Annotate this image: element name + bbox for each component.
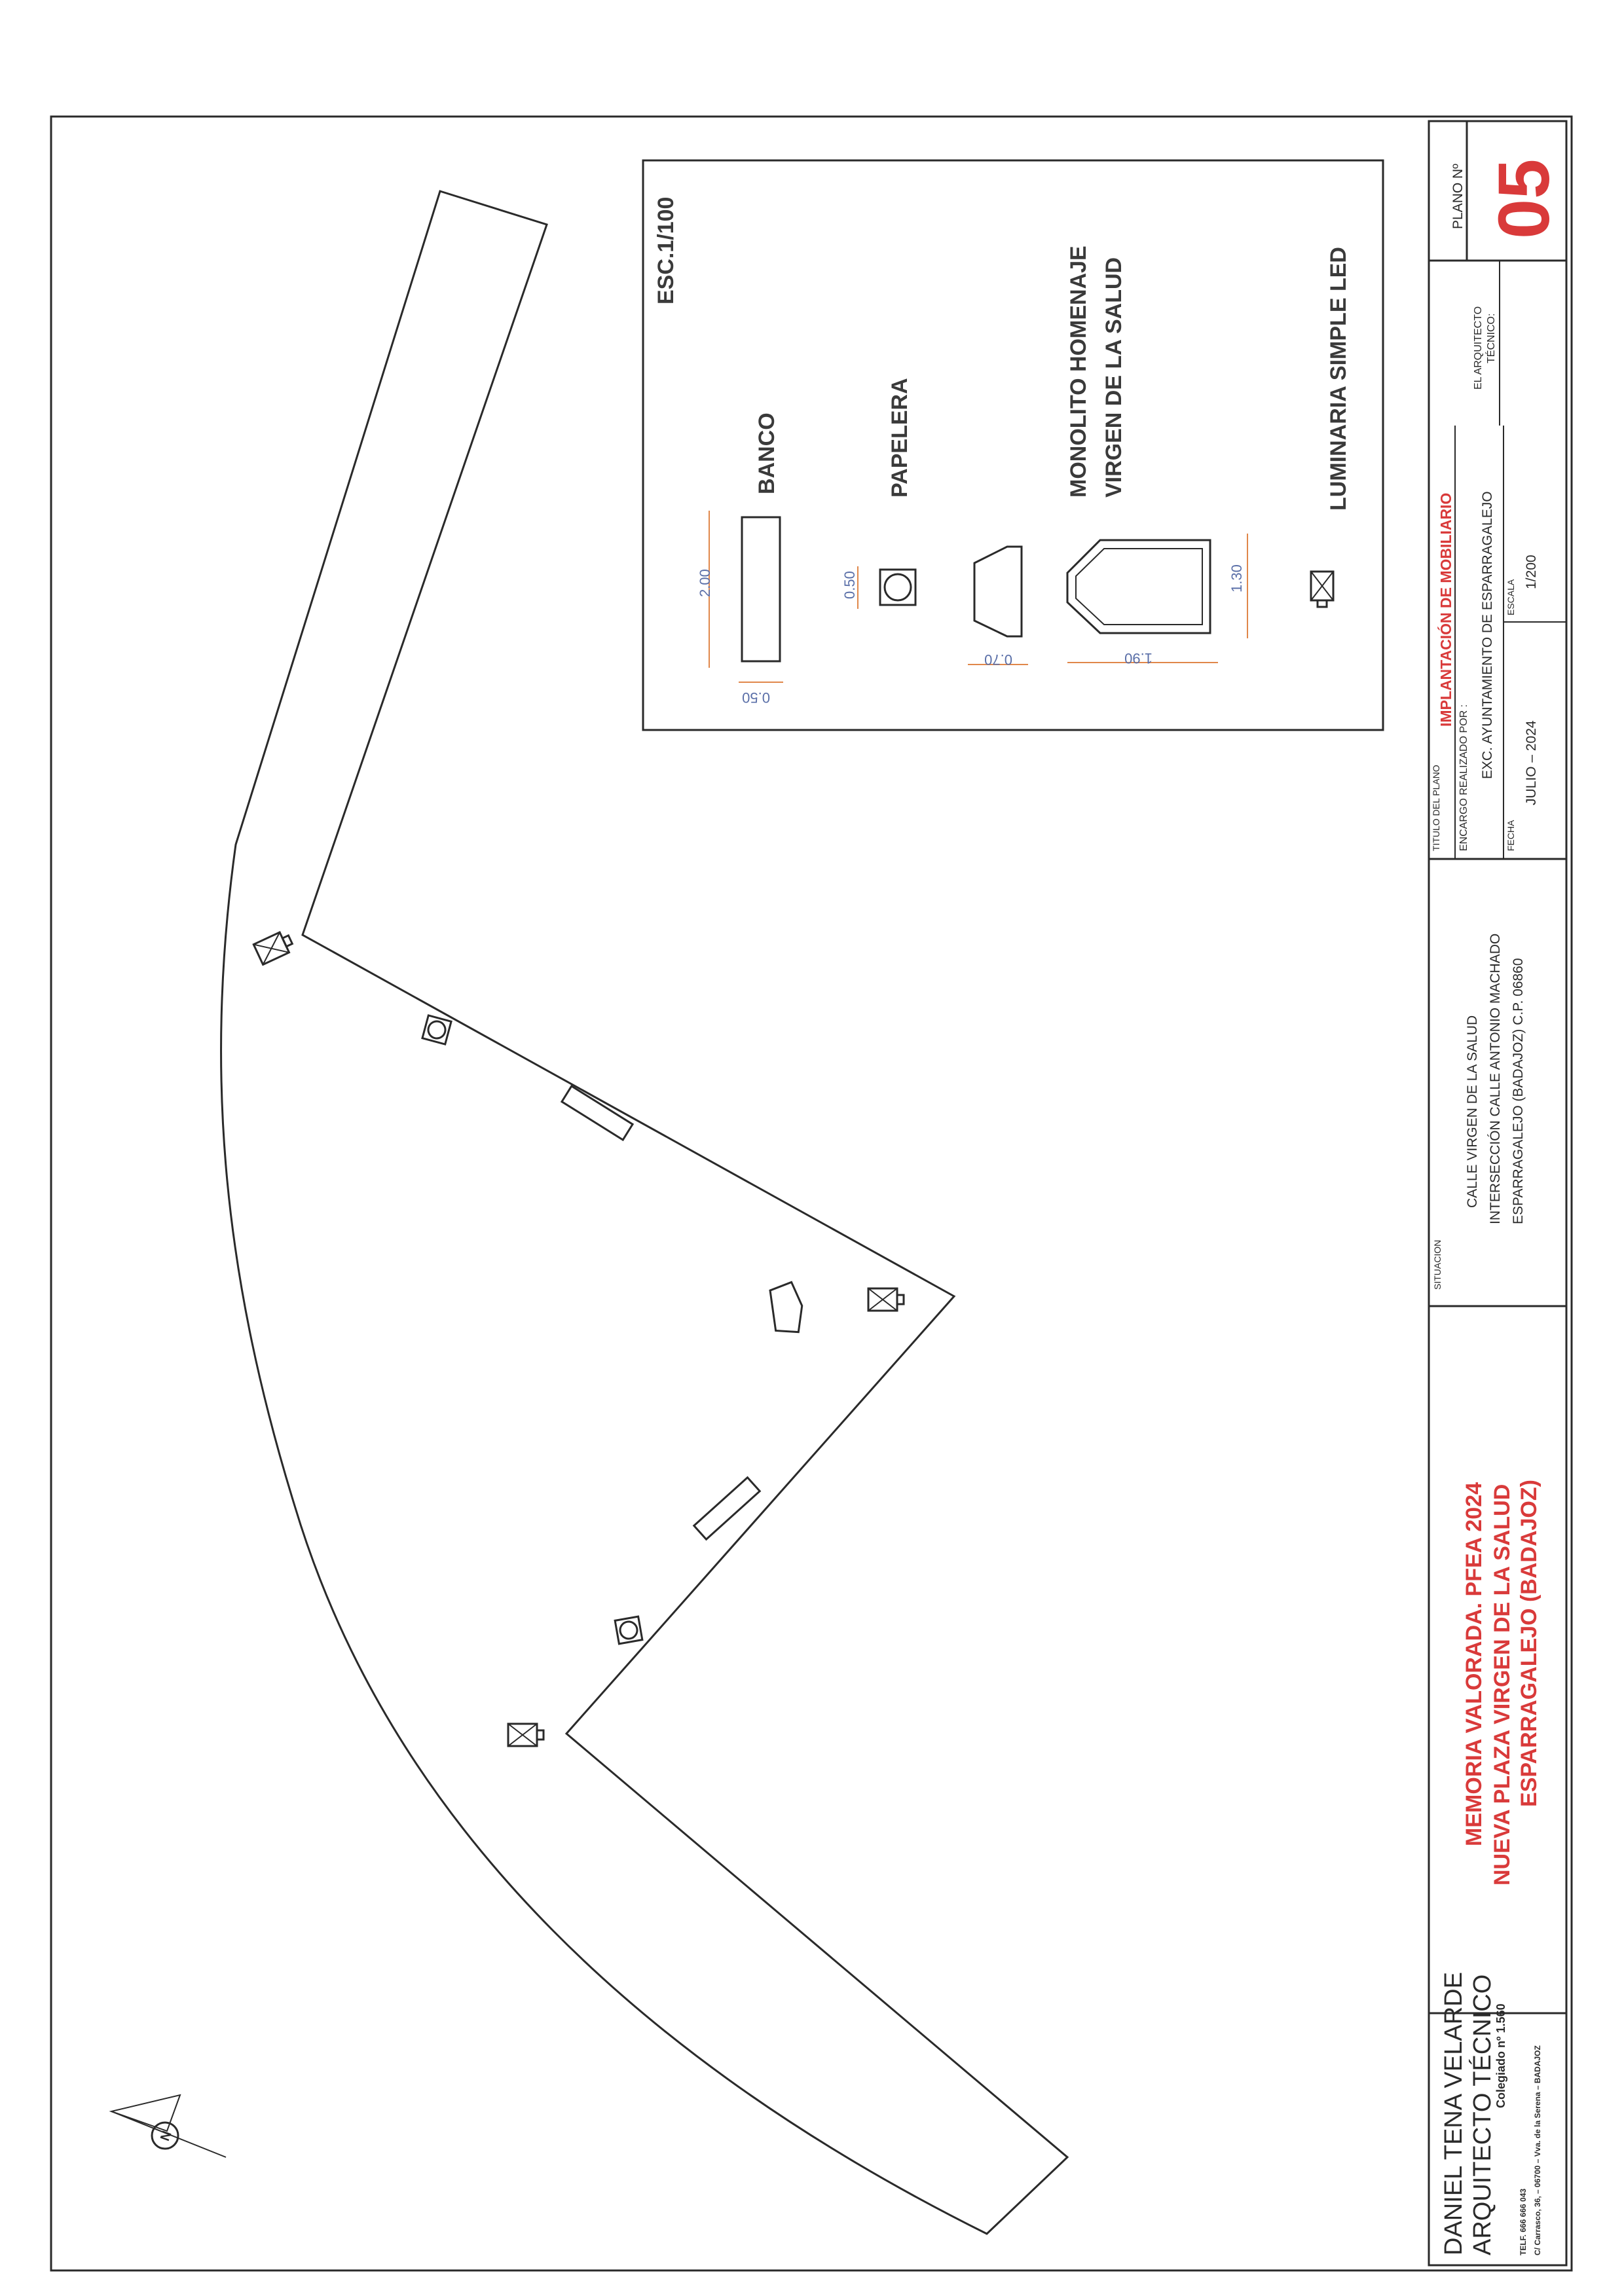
legend-banco-label: BANCO [754, 412, 779, 494]
plano-number: 05 [1484, 158, 1564, 239]
colegiado: Colegiado nº 1.560 [1494, 2003, 1507, 2108]
situacion-line-1: CALLE VIRGEN DE LA SALUD [1465, 1015, 1480, 1208]
papelera-icon [422, 1015, 451, 1044]
legend-banco-dim-length: 2.00 [697, 569, 713, 597]
legend-luminaria-label: LUMINARIA SIMPLE LED [1326, 247, 1351, 511]
proyecto-line-2: NUEVA PLAZA VIRGEN DE LA SALUD [1490, 1484, 1515, 1886]
papelera-icon [615, 1616, 642, 1644]
fecha-value: JULIO – 2024 [1524, 720, 1539, 805]
fecha-label: FECHA [1505, 820, 1516, 851]
legend-monolito-label-1: MONOLITO HOMENAJE [1066, 246, 1091, 498]
title-block [1429, 121, 1566, 2265]
legend-banco-dim-width: 0.50 [742, 689, 770, 706]
plaza-outline [221, 191, 1067, 2234]
luminaria-icon [868, 1288, 904, 1311]
legend-monolito-label-2: VIRGEN DE LA SALUD [1101, 257, 1126, 498]
arquitecto-label-2: TÉCNICO: [1486, 313, 1497, 363]
legend-monolito-large-icon [1067, 540, 1210, 633]
proyecto-line-3: ESPARRAGALEJO (BADAJOZ) [1517, 1480, 1541, 1807]
luminaria-icon [508, 1724, 544, 1746]
autor-titulo: ARQUITECTO TÉCNICO [1469, 1974, 1496, 2255]
escala-label: ESCALA [1505, 579, 1516, 615]
legend-monolito-dim-small: 0.70 [984, 651, 1012, 668]
situacion-label: SITUACION [1432, 1239, 1443, 1290]
escala-value: 1/200 [1524, 555, 1539, 589]
legend-monolito-small-icon [974, 547, 1022, 636]
situacion-line-3: ESPARRAGALEJO (BADAJOZ) C.P. 06860 [1511, 958, 1526, 1224]
plano-label: PLANO Nº [1450, 164, 1466, 229]
plaza-plan [221, 191, 1067, 2234]
north-symbol: N [158, 2129, 175, 2143]
legend-scale: ESC.1/100 [654, 196, 678, 304]
situacion-line-2: INTERSECCIÓN CALLE ANTONIO MACHADO [1488, 933, 1503, 1224]
titulo-value: IMPLANTACIÓN DE MOBILIARIO [1437, 492, 1454, 727]
legend-papelera-dim: 0.50 [841, 571, 858, 599]
banco-icon [694, 1478, 760, 1539]
legend-papelera-label: PAPELERA [887, 378, 912, 498]
luminaria-icon [253, 930, 295, 965]
proyecto-line-1: MEMORIA VALORADA. PFEA 2024 [1462, 1482, 1486, 1846]
legend-banco-icon [742, 517, 780, 661]
north-arrow-icon [111, 2095, 226, 2157]
encargo-label: ENCARGO REALIZADO POR : [1458, 704, 1469, 851]
arquitecto-label-1: EL ARQUITECTO [1473, 306, 1484, 390]
titulo-label: TITULO DEL PLANO [1431, 765, 1441, 851]
direccion: C/ Carrasco, 36, – 06700 – Vva. de la Serena – BADAJOZ [1533, 2045, 1542, 2255]
legend-luminaria-icon [1311, 572, 1333, 607]
legend-box [643, 160, 1383, 730]
legend-monolito-dim-height: 1.30 [1228, 564, 1245, 592]
encargo-value: EXC. AYUNTAMIENTO DE ESPARRAGALEJO [1480, 491, 1495, 779]
telefono: TELF. 666 666 043 [1519, 2188, 1528, 2255]
autor-nombre: DANIEL TENA VELARDE [1440, 1972, 1467, 2255]
legend-monolito-dim-large: 1.90 [1124, 650, 1153, 666]
monolito-icon [769, 1281, 805, 1336]
